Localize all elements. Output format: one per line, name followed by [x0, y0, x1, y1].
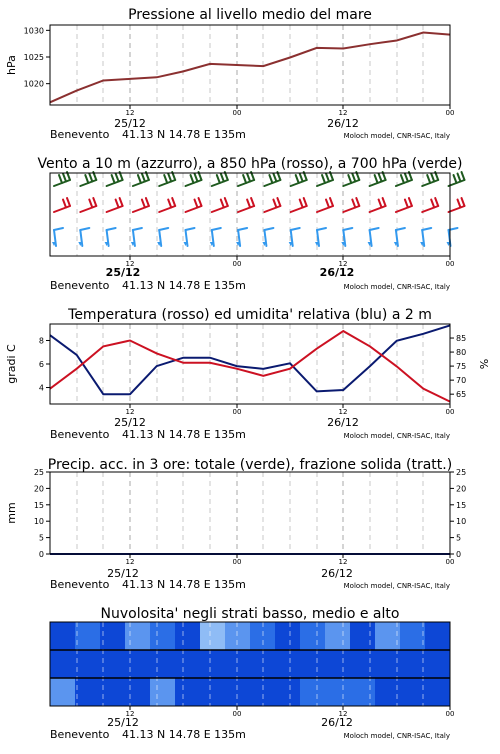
cloud-xtick-label: 00	[232, 710, 242, 718]
wind-barb-shaft	[449, 206, 465, 212]
temp-ytick-label: 6	[38, 360, 44, 369]
wind-barb-feather	[401, 175, 404, 183]
wind-barb-feather	[454, 175, 457, 183]
cloud-cell	[375, 650, 401, 678]
pressure-line	[50, 33, 450, 103]
wind-barb-shaft	[133, 206, 149, 212]
wind-credit: Moloch model, CNR-ISAC, Italy	[343, 283, 450, 291]
wind-barb-feather	[427, 175, 430, 183]
cloud-cell	[50, 622, 76, 650]
wind-barb-feather	[247, 174, 250, 182]
cloud-cell	[200, 678, 226, 706]
cloud-cell	[225, 678, 251, 706]
wind-barb-feather	[243, 175, 246, 183]
wind-barb-850	[396, 198, 412, 212]
cloud-cell	[425, 622, 451, 650]
wind-barb-feather	[375, 175, 378, 183]
precip-ytick-label: 15	[33, 500, 44, 510]
pressure-xtick-label: 00	[232, 109, 242, 117]
precip-date-2: 26/12	[321, 567, 353, 580]
wind-barb-shaft	[159, 206, 175, 212]
cloud-cell	[400, 678, 426, 706]
pressure-ytick-label: 1030	[23, 26, 44, 36]
wind-barb-700	[80, 172, 96, 186]
temp-title: Temperatura (rosso) ed umidita' relativa (blu) a 2 m	[68, 307, 432, 323]
wind-barb-feather	[120, 198, 123, 206]
wind-barb-700	[370, 172, 386, 186]
wind-barb-feather	[195, 200, 198, 208]
wind-barb-feather	[462, 198, 465, 206]
wind-barb-700	[396, 172, 412, 186]
wind-barb-feather	[343, 228, 352, 230]
wind-barb-10m	[210, 228, 221, 246]
wind-barb-10m	[157, 228, 168, 246]
wind-barb-feather	[168, 174, 171, 182]
pressure-credit: Moloch model, CNR-ISAC, Italy	[343, 132, 450, 140]
cloud-cell	[325, 650, 351, 678]
cloud-cell	[75, 678, 101, 706]
wind-barb-850	[133, 198, 149, 212]
temp-date-2: 26/12	[327, 416, 359, 429]
precip-location: Benevento	[50, 578, 110, 591]
cloud-cell	[175, 650, 201, 678]
cloud-cell	[400, 622, 426, 650]
wind-barb-feather	[107, 228, 116, 230]
temp-xtick-label: 00	[445, 408, 455, 416]
cloud-cell	[375, 678, 401, 706]
wind-barb-850	[238, 198, 254, 212]
temp-panel	[5, 307, 491, 441]
wind-title: Vento a 10 m (azzurro), a 850 hPa (rosso), a 700 hPa (verde)	[37, 156, 463, 172]
pressure-date-1: 25/12	[114, 117, 146, 130]
pressure-location: Benevento	[50, 128, 110, 141]
wind-barb-700	[291, 172, 307, 186]
cloud-cell	[325, 678, 351, 706]
pressure-xtick-label: 12	[125, 109, 135, 117]
wind-barb-feather	[212, 228, 221, 230]
cloud-cell	[400, 650, 426, 678]
cloud-coords: 41.13 N 14.78 E 135m	[122, 728, 246, 741]
cloud-xtick-label: 12	[338, 710, 348, 718]
wind-barb-feather	[458, 174, 461, 182]
wind-barb-feather	[247, 200, 250, 208]
cloud-cell	[425, 678, 451, 706]
wind-barb-10m	[394, 228, 405, 246]
wind-barb-700	[212, 172, 228, 186]
wind-barb-feather	[54, 228, 63, 230]
humidity-ytick-label: 75	[456, 362, 467, 372]
cloud-cell	[75, 622, 101, 650]
wind-barb-850	[343, 198, 359, 212]
wind-barb-shaft	[343, 206, 359, 212]
wind-barb-feather	[300, 200, 303, 208]
wind-barb-shaft	[396, 206, 412, 212]
wind-barb-10m	[368, 228, 379, 246]
wind-barb-feather	[370, 228, 379, 230]
wind-barb-feather	[146, 198, 149, 206]
wind-barb-10m	[52, 228, 63, 246]
wind-barb-feather	[138, 175, 141, 183]
precip-credit: Moloch model, CNR-ISAC, Italy	[343, 582, 450, 590]
temp-yticks	[39, 336, 50, 392]
cloud-cell	[50, 678, 76, 706]
cloud-cell	[250, 650, 276, 678]
wind-barb-700	[317, 172, 333, 186]
wind-barb-feather	[168, 200, 171, 208]
cloud-cell	[325, 622, 351, 650]
cloud-location: Benevento	[50, 728, 110, 741]
precip-xtick-label: 12	[125, 558, 135, 566]
precip-panel	[5, 457, 466, 591]
wind-barb-850	[264, 198, 280, 212]
cloud-cell	[350, 650, 376, 678]
precip-ytick-label: 20	[33, 484, 44, 494]
wind-barb-700	[54, 172, 70, 186]
wind-barb-feather	[458, 200, 461, 208]
wind-location: Benevento	[50, 279, 110, 292]
cloud-cell	[175, 678, 201, 706]
cloud-cell	[150, 678, 176, 706]
wind-barb-850	[449, 198, 465, 212]
wind-xtick-label: 00	[445, 260, 455, 268]
wind-barb-feather	[85, 175, 88, 183]
temp-date-1: 25/12	[114, 416, 146, 429]
cloud-xtick-label: 12	[125, 710, 135, 718]
wind-barb-feather	[159, 228, 168, 230]
wind-barb-feather	[164, 175, 167, 183]
temp-xticks	[126, 404, 455, 416]
precip-ylabel: mm	[5, 502, 18, 524]
cloud-title: Nuvolosita' negli strati basso, medio e alto	[100, 606, 400, 622]
wind-barb-10m	[131, 228, 142, 246]
cloud-cell	[100, 650, 126, 678]
wind-barb-10m	[78, 228, 89, 246]
wind-barb-10m	[236, 228, 247, 246]
wind-coords: 41.13 N 14.78 E 135m	[122, 279, 246, 292]
temp-coords: 41.13 N 14.78 E 135m	[122, 428, 246, 441]
cloud-cell	[75, 650, 101, 678]
precip-ytick-label: 20	[456, 484, 467, 494]
wind-barb-feather	[63, 174, 66, 182]
wind-barb-feather	[251, 198, 254, 206]
wind-barb-shaft	[264, 206, 280, 212]
humidity-ytick-label: 65	[456, 390, 467, 400]
cloud-cell	[300, 650, 326, 678]
precip-coords: 41.13 N 14.78 E 135m	[122, 578, 246, 591]
wind-barb-feather	[352, 174, 355, 182]
cloud-cell	[150, 650, 176, 678]
wind-barb-feather	[405, 174, 408, 182]
wind-barb-850	[80, 198, 96, 212]
wind-barb-850	[212, 198, 228, 212]
cloud-credit: Moloch model, CNR-ISAC, Italy	[343, 732, 450, 740]
pressure-coords: 41.13 N 14.78 E 135m	[122, 128, 246, 141]
pressure-title: Pressione al livello medio del mare	[128, 7, 372, 23]
wind-barb-feather	[356, 198, 359, 206]
wind-xticks	[126, 256, 455, 268]
humidity-yticks	[450, 334, 466, 399]
wind-barb-feather	[59, 175, 62, 183]
pressure-xtick-label: 00	[445, 109, 455, 117]
cloud-cell	[125, 622, 151, 650]
wind-barb-850	[291, 198, 307, 212]
wind-barb-feather	[221, 174, 224, 182]
wind-barb-850	[422, 198, 438, 212]
cloud-cell	[250, 678, 276, 706]
wind-barb-feather	[431, 174, 434, 182]
cloud-xtick-label: 00	[445, 710, 455, 718]
wind-barb-700	[133, 172, 149, 186]
wind-panel	[37, 156, 464, 292]
wind-barb-feather	[422, 228, 431, 230]
precip-date-1: 25/12	[107, 567, 139, 580]
temp-ylabel: gradi C	[5, 344, 18, 384]
pressure-date-2: 26/12	[327, 117, 359, 130]
cloud-date-2: 26/12	[321, 716, 353, 729]
precip-xticks	[126, 554, 455, 566]
wind-barb-feather	[195, 174, 198, 182]
cloud-cell	[425, 650, 451, 678]
cloud-cell	[125, 678, 151, 706]
pressure-panel	[5, 7, 454, 141]
wind-barb-700	[264, 172, 280, 186]
wind-barb-feather	[142, 200, 145, 208]
wind-barb-700	[343, 172, 359, 186]
wind-barb-feather	[133, 228, 142, 230]
pressure-yticks	[24, 26, 50, 88]
cloud-cell	[50, 650, 76, 678]
wind-barb-feather	[379, 200, 382, 208]
cloud-cell	[225, 650, 251, 678]
wind-barb-shaft	[422, 206, 438, 212]
wind-xtick-label: 12	[125, 260, 135, 268]
cloud-cell	[200, 650, 226, 678]
wind-barb-feather	[317, 228, 326, 230]
cloud-cell	[200, 622, 226, 650]
precip-ytick-label: 10	[456, 517, 467, 527]
wind-barb-feather	[67, 198, 70, 206]
humidity-ytick-label: 80	[456, 348, 467, 358]
wind-barb-shaft	[80, 206, 96, 212]
wind-barb-850	[186, 198, 202, 212]
wind-barb-feather	[191, 175, 194, 183]
humidity-ytick-label: 70	[456, 376, 467, 386]
humidity-ytick-label: 85	[456, 334, 467, 344]
cloud-xticks	[126, 706, 455, 718]
wind-barb-700	[238, 172, 254, 186]
cloud-cell	[275, 622, 301, 650]
cloud-date-1: 25/12	[107, 716, 139, 729]
wind-barb-feather	[379, 174, 382, 182]
pressure-ylabel: hPa	[5, 55, 18, 75]
temp-credit: Moloch model, CNR-ISAC, Italy	[343, 432, 450, 440]
wind-date-2: 26/12	[319, 266, 355, 279]
temp-frame	[50, 324, 450, 404]
wind-barb-feather	[304, 198, 307, 206]
wind-barb-feather	[269, 175, 272, 183]
pressure-xticks	[126, 105, 455, 117]
wind-barb-feather	[300, 174, 303, 182]
wind-barb-700	[107, 172, 123, 186]
cloud-cell	[275, 650, 301, 678]
wind-barb-feather	[217, 175, 220, 183]
precip-ytick-label: 5	[456, 533, 462, 543]
precip-ytick-label: 25	[33, 468, 44, 477]
precip-yticks	[34, 468, 50, 559]
wind-date-1: 25/12	[105, 266, 141, 279]
wind-barb-feather	[383, 198, 386, 206]
temp-location: Benevento	[50, 428, 110, 441]
wind-barb-shaft	[212, 206, 228, 212]
wind-barb-feather	[93, 198, 96, 206]
wind-barb-feather	[116, 200, 119, 208]
cloud-cell	[100, 678, 126, 706]
wind-barb-850	[107, 198, 123, 212]
pressure-xtick-label: 12	[338, 109, 348, 117]
wind-barb-700	[449, 172, 465, 186]
wind-barb-feather	[112, 175, 115, 183]
wind-barb-feather	[273, 174, 276, 182]
wind-barb-feather	[80, 228, 89, 230]
precip-ytick-label: 5	[38, 533, 44, 543]
precip-xtick-label: 00	[232, 558, 242, 566]
precip-xtick-label: 00	[445, 558, 455, 566]
wind-barb-feather	[63, 200, 66, 208]
wind-barb-feather	[273, 200, 276, 208]
wind-barb-700	[159, 172, 175, 186]
temp-xtick-label: 12	[338, 408, 348, 416]
wind-barb-feather	[435, 198, 438, 206]
wind-barb-shaft	[317, 206, 333, 212]
cloud-cell	[300, 678, 326, 706]
wind-barb-shaft	[291, 206, 307, 212]
temp-xtick-label: 00	[232, 408, 242, 416]
wind-barb-shaft	[107, 206, 123, 212]
wind-barb-850	[159, 198, 175, 212]
precip-ytick-label: 0	[456, 550, 462, 559]
cloud-cell	[350, 622, 376, 650]
wind-barb-feather	[296, 175, 299, 183]
wind-barb-10m	[262, 228, 273, 246]
precip-ytick-label: 25	[456, 468, 467, 477]
humidity-line	[50, 325, 450, 394]
wind-barb-10m	[184, 228, 195, 246]
wind-barb-feather	[186, 228, 195, 230]
wind-barb-feather	[238, 228, 247, 230]
wind-barb-feather	[89, 174, 92, 182]
wind-barb-feather	[326, 174, 329, 182]
wind-barb-feather	[330, 198, 333, 206]
precip-ytick-label: 10	[33, 517, 44, 527]
precip-title: Precip. acc. in 3 ore: totale (verde), frazione solida (tratt.)	[47, 457, 453, 473]
wind-barb-feather	[277, 198, 280, 206]
wind-barb-shaft	[370, 206, 386, 212]
precip-ytick-label: 0	[38, 550, 44, 559]
wind-barb-feather	[291, 228, 300, 230]
wind-barb-feather	[221, 200, 224, 208]
wind-barb-feather	[462, 172, 465, 180]
wind-barb-feather	[199, 198, 202, 206]
cloud-cells	[50, 622, 451, 706]
wind-barb-feather	[352, 200, 355, 208]
wind-barb-feather	[326, 200, 329, 208]
temp-ytick-label: 4	[38, 383, 44, 393]
wind-barb-feather	[142, 174, 145, 182]
temp-ytick-label: 8	[38, 336, 44, 346]
wind-barb-10m	[105, 228, 116, 246]
wind-barbs	[52, 172, 465, 246]
temp-xtick-label: 12	[125, 408, 135, 416]
wind-barb-feather	[264, 228, 273, 230]
wind-barb-700	[186, 172, 202, 186]
cloud-cell	[150, 622, 176, 650]
wind-barb-700	[422, 172, 438, 186]
precip-ytick-label: 15	[456, 500, 467, 510]
cloud-cell	[300, 622, 326, 650]
cloud-cell	[125, 650, 151, 678]
wind-barb-shaft	[54, 206, 70, 212]
precip-xtick-label: 12	[338, 558, 348, 566]
pressure-ytick-label: 1025	[23, 53, 44, 62]
wind-barb-850	[54, 198, 70, 212]
wind-barb-feather	[116, 174, 119, 182]
cloud-cell	[175, 622, 201, 650]
cloud-cell	[100, 622, 126, 650]
wind-xtick-label: 12	[338, 260, 348, 268]
cloud-cell	[350, 678, 376, 706]
wind-barb-feather	[225, 198, 228, 206]
pressure-ytick-label: 1020	[23, 79, 44, 89]
wind-barb-850	[370, 198, 386, 212]
wind-barb-850	[317, 198, 333, 212]
precip-yticks-right	[450, 468, 466, 559]
wind-barb-10m	[447, 228, 458, 246]
humidity-ylabel: %	[478, 358, 491, 370]
wind-xtick-label: 00	[232, 260, 242, 268]
precip-gridlines	[77, 472, 423, 554]
temperature-line	[50, 331, 450, 402]
wind-barb-feather	[89, 200, 92, 208]
wind-barb-feather	[405, 200, 408, 208]
cloud-cell	[225, 622, 251, 650]
wind-barb-feather	[348, 175, 351, 183]
wind-barb-feather	[172, 198, 175, 206]
wind-barb-shaft	[238, 206, 254, 212]
wind-barb-feather	[409, 198, 412, 206]
wind-barb-10m	[420, 228, 431, 246]
cloud-panel	[50, 606, 454, 741]
wind-barb-feather	[322, 175, 325, 183]
wind-barb-shaft	[186, 206, 202, 212]
wind-barb-feather	[431, 200, 434, 208]
precip-frame	[50, 472, 450, 554]
cloud-cell	[275, 678, 301, 706]
